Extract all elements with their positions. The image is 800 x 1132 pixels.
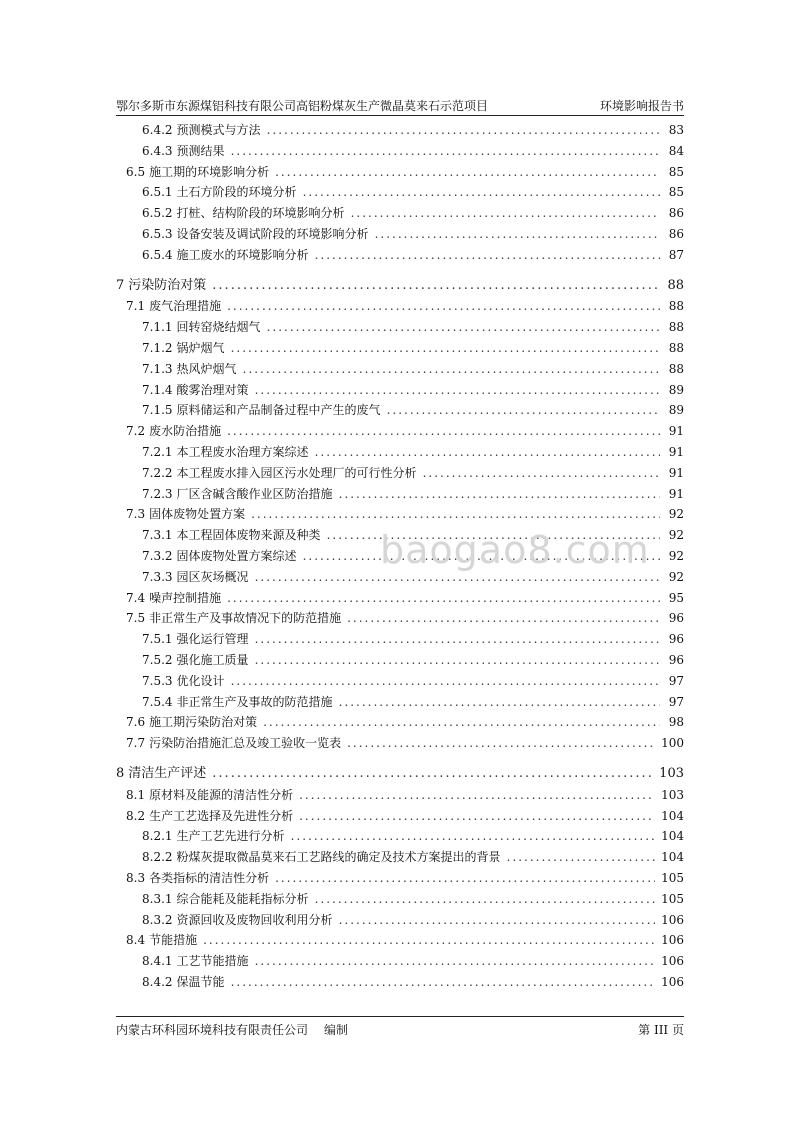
toc-entry-page: 87 xyxy=(668,247,684,262)
toc-entry[interactable] xyxy=(116,629,684,649)
toc-entry-page: 92 xyxy=(668,549,684,563)
toc-entry-number: 7.3.1 xyxy=(142,528,173,543)
toc-entry-page: 100 xyxy=(661,736,684,751)
toc-entry-number: 6.4.3 xyxy=(142,143,173,158)
toc-entry[interactable] xyxy=(116,930,684,950)
toc-dot-leader xyxy=(255,380,660,400)
toc-entry-number: 7.5.4 xyxy=(142,694,173,709)
toc-entry-page: 89 xyxy=(668,382,684,397)
toc-entry-number: 7.6 xyxy=(126,715,146,730)
toc-entry[interactable] xyxy=(116,588,684,608)
toc-entry[interactable] xyxy=(116,245,684,265)
toc-dot-leader xyxy=(347,733,655,753)
toc-entry-number: 8.3.2 xyxy=(142,912,173,927)
toc-entry-page: 88 xyxy=(667,277,684,293)
toc-entry[interactable] xyxy=(116,764,684,784)
toc-entry[interactable] xyxy=(116,650,684,670)
toc-entry-title: 酸雾治理对策 xyxy=(176,382,249,397)
toc-dot-leader xyxy=(203,930,655,950)
toc-entry[interactable] xyxy=(116,338,684,358)
toc-entry-title: 预测模式与方法 xyxy=(176,123,261,137)
toc-entry-title: 本工程废水排入园区污水处理厂的可行性分析 xyxy=(176,465,417,480)
toc-entry[interactable] xyxy=(116,826,684,846)
toc-dot-leader xyxy=(291,826,656,846)
toc-entry-title: 锅炉烟气 xyxy=(176,341,225,355)
toc-entry-title: 园区灰场概况 xyxy=(176,569,249,584)
toc-entry-number: 8.3.1 xyxy=(142,891,173,906)
toc-entry[interactable] xyxy=(116,868,684,888)
toc-entry-number: 7.1 xyxy=(126,299,146,314)
toc-entry-title: 污染防治措施汇总及竣工验收一览表 xyxy=(149,736,342,751)
toc-entry-page: 106 xyxy=(661,912,684,927)
footer-company: 内蒙古环科园环境科技有限责任公司 xyxy=(116,1023,309,1037)
toc-entry-number: 7.3 xyxy=(126,507,146,522)
toc-entry[interactable] xyxy=(116,317,684,337)
toc-entry-title: 打桩、结构阶段的环境影响分析 xyxy=(176,206,345,221)
toc-entry-number: 7.7 xyxy=(126,736,146,751)
toc-entry-number: 8.2.1 xyxy=(142,829,173,844)
toc-entry-title: 土石方阶段的环境分析 xyxy=(176,185,297,200)
toc-entry-number: 8.3 xyxy=(126,871,146,885)
toc-dot-leader xyxy=(299,806,655,826)
toc-entry-page: 97 xyxy=(668,694,684,709)
toc-entry-page: 104 xyxy=(661,829,684,844)
toc-entry[interactable] xyxy=(116,224,684,244)
toc-entry-page: 86 xyxy=(668,227,684,241)
toc-entry-number: 7.2.1 xyxy=(142,445,173,459)
toc-entry-page: 88 xyxy=(668,299,684,314)
toc-dot-leader xyxy=(255,629,660,649)
toc-entry-title: 废气治理措施 xyxy=(149,299,222,314)
toc-entry-page: 103 xyxy=(661,787,684,802)
toc-entry-number: 7.2.2 xyxy=(142,465,173,480)
toc-entry[interactable] xyxy=(116,608,684,628)
toc-entry-page: 96 xyxy=(668,632,684,647)
toc-entry-page: 91 xyxy=(668,486,684,501)
toc-dot-leader xyxy=(339,692,660,712)
toc-entry-page: 96 xyxy=(668,653,684,667)
toc-entry-number: 6.5.4 xyxy=(142,247,173,262)
toc-entry[interactable] xyxy=(116,359,684,379)
toc-entry[interactable] xyxy=(116,889,684,909)
toc-entry-title: 噪声控制措施 xyxy=(149,590,222,605)
toc-entry-title: 施工废水的环境影响分析 xyxy=(176,247,309,262)
page-footer xyxy=(116,1021,684,1038)
toc-entry-title: 废水防治措施 xyxy=(149,424,222,439)
toc-entry-title: 设备安装及调试阶段的环境影响分析 xyxy=(176,227,369,241)
header-divider xyxy=(116,115,684,116)
toc-entry-title: 强化施工质量 xyxy=(176,653,249,667)
toc-dot-leader xyxy=(351,203,660,223)
toc-entry-number: 8.1 xyxy=(126,787,146,802)
toc-dot-leader xyxy=(255,951,656,971)
toc-entry[interactable] xyxy=(116,276,684,296)
toc-entry-page: 98 xyxy=(668,715,684,730)
toc-entry-page: 106 xyxy=(661,954,684,969)
toc-dot-leader xyxy=(275,868,655,888)
header-project-title: 鄂尔多斯市东源煤铝科技有限公司高铝粉煤灰生产微晶莫来石示范项目 xyxy=(116,99,489,113)
toc-entry-title: 综合能耗及能耗指标分析 xyxy=(176,891,309,906)
toc-entry-title: 原材料及能源的清洁性分析 xyxy=(149,787,294,802)
toc-entry-number: 6.5.2 xyxy=(142,206,173,221)
toc-entry-number: 7.5.3 xyxy=(142,673,173,688)
toc-entry-number: 8 xyxy=(116,766,125,781)
toc-entry-title: 本工程废水治理方案综述 xyxy=(176,445,309,459)
toc-dot-leader xyxy=(231,338,660,358)
toc-dot-leader xyxy=(267,317,660,337)
toc-entry-title: 热风炉烟气 xyxy=(176,361,237,376)
toc-entry-number: 8.4.2 xyxy=(142,975,173,989)
toc-entry-number: 7.1.3 xyxy=(142,361,173,376)
toc-entry-page: 105 xyxy=(661,871,684,885)
toc-entry-title: 强化运行管理 xyxy=(176,632,249,647)
toc-entry-number: 8.4.1 xyxy=(142,954,173,969)
toc-entry-number: 7.1.1 xyxy=(142,320,173,335)
toc-entry-page: 106 xyxy=(661,933,684,948)
toc-entry[interactable] xyxy=(116,141,684,161)
toc-dot-leader xyxy=(263,712,660,732)
toc-dot-leader xyxy=(212,764,653,784)
toc-entry-page: 85 xyxy=(668,185,684,200)
toc-entry[interactable] xyxy=(116,162,684,182)
toc-entry-page: 91 xyxy=(668,465,684,480)
toc-entry-title: 优化设计 xyxy=(176,673,225,688)
toc-entry-page: 103 xyxy=(659,766,684,781)
toc-entry-title: 污染防治对策 xyxy=(128,277,207,293)
toc-entry-number: 6.5 xyxy=(126,164,146,179)
toc-entry-number: 7.3.3 xyxy=(142,569,173,584)
toc-entry[interactable] xyxy=(116,712,684,732)
toc-entry-title: 生产工艺选择及先进性分析 xyxy=(149,808,294,823)
toc-dot-leader xyxy=(255,650,660,670)
toc-entry[interactable] xyxy=(116,951,684,971)
toc-dot-leader xyxy=(339,484,660,504)
toc-dot-leader xyxy=(347,608,660,628)
toc-entry-page: 88 xyxy=(668,361,684,376)
toc-entry[interactable] xyxy=(116,296,684,316)
toc-entry-number: 7.5 xyxy=(126,611,146,626)
header-document-type: 环境影响报告书 xyxy=(599,99,684,113)
toc-entry-title: 回转窑烧结烟气 xyxy=(176,320,261,335)
toc-entry[interactable] xyxy=(116,910,684,930)
toc-entry-title: 清洁生产评述 xyxy=(128,766,207,781)
toc-entry-title: 非正常生产及事故情况下的防范措施 xyxy=(149,611,342,626)
toc-entry[interactable] xyxy=(116,120,684,140)
toc-entry-page: 83 xyxy=(668,123,684,137)
toc-entry[interactable] xyxy=(116,972,684,992)
toc-dot-leader xyxy=(227,421,660,441)
toc-entry-title: 施工期污染防治对策 xyxy=(149,715,258,730)
toc-entry-page: 89 xyxy=(668,403,684,418)
toc-entry-title: 固体废物处置方案 xyxy=(149,507,246,522)
toc-entry[interactable] xyxy=(116,421,684,441)
toc-entry-page: 91 xyxy=(668,424,684,439)
toc-entry[interactable] xyxy=(116,400,684,420)
toc-entry-number: 7.1.2 xyxy=(142,341,173,355)
toc-entry[interactable] xyxy=(116,504,684,524)
toc-entry-page: 88 xyxy=(668,320,684,335)
toc-dot-leader xyxy=(303,182,660,202)
toc-entry[interactable] xyxy=(116,203,684,223)
toc-dot-leader xyxy=(231,141,660,161)
toc-entry[interactable] xyxy=(116,733,684,753)
toc-entry-number: 7.2.3 xyxy=(142,486,173,501)
toc-entry-number: 8.4 xyxy=(126,933,146,948)
toc-entry-page: 86 xyxy=(668,206,684,221)
toc-entry-number: 8.2.2 xyxy=(142,850,173,865)
toc-entry-number: 7.3.2 xyxy=(142,549,173,563)
toc-entry-title: 施工期的环境影响分析 xyxy=(149,164,270,179)
toc-entry-page: 104 xyxy=(661,850,684,865)
toc-entry[interactable] xyxy=(116,182,684,202)
toc-dot-leader xyxy=(423,463,660,483)
toc-dot-leader xyxy=(339,910,656,930)
toc-entry-page: 92 xyxy=(668,507,684,522)
toc-entry-number: 7.5.1 xyxy=(142,632,173,647)
toc-entry-title: 保温节能 xyxy=(176,975,225,989)
toc-entry[interactable] xyxy=(116,380,684,400)
toc-entry-page: 96 xyxy=(668,611,684,626)
toc-entry-page: 92 xyxy=(668,528,684,543)
toc-entry-title: 本工程固体废物来源及种类 xyxy=(176,528,321,543)
toc-entry-page: 106 xyxy=(661,975,684,989)
watermark: baogao8.com xyxy=(380,528,650,572)
toc-dot-leader xyxy=(387,400,660,420)
toc-dot-leader xyxy=(227,588,660,608)
toc-dot-leader xyxy=(231,671,660,691)
toc-entry-number: 8.2 xyxy=(126,808,146,823)
toc-entry[interactable] xyxy=(116,847,684,867)
footer-divider xyxy=(116,1016,684,1017)
toc-entry-title: 节能措施 xyxy=(149,933,198,948)
toc-entry-number: 7 xyxy=(116,277,125,293)
toc-entry[interactable] xyxy=(116,785,684,805)
toc-entry-page: 88 xyxy=(668,341,684,355)
toc-dot-leader xyxy=(375,224,660,244)
toc-entry-number: 7.4 xyxy=(126,590,146,605)
toc-dot-leader xyxy=(275,162,660,182)
toc-entry-page: 104 xyxy=(661,808,684,823)
toc-entry-page: 95 xyxy=(668,590,684,605)
toc-entry-number: 7.2 xyxy=(126,424,146,439)
footer-left xyxy=(116,1021,348,1038)
toc-entry-title: 非正常生产及事故的防范措施 xyxy=(176,694,333,709)
toc-entry-page: 105 xyxy=(661,891,684,906)
toc-entry-title: 资源回收及废物回收利用分析 xyxy=(176,912,333,927)
toc-entry-title: 生产工艺先进行分析 xyxy=(176,829,285,844)
toc-dot-leader xyxy=(315,442,660,462)
page-header xyxy=(116,92,684,114)
toc-entry-number: 6.5.1 xyxy=(142,185,173,200)
toc-dot-leader xyxy=(231,972,656,992)
toc-entry[interactable] xyxy=(116,442,684,462)
toc-entry-title: 工艺节能措施 xyxy=(176,954,249,969)
toc-dot-leader xyxy=(299,785,655,805)
toc-entry-number: 7.1.4 xyxy=(142,382,173,397)
toc-entry[interactable] xyxy=(116,806,684,826)
toc-entry-title: 原料储运和产品制备过程中产生的废气 xyxy=(176,403,381,418)
toc-entry[interactable] xyxy=(116,484,684,504)
footer-page-number: 第 III 页 xyxy=(638,1023,684,1037)
toc-dot-leader xyxy=(227,296,660,316)
toc-dot-leader xyxy=(507,847,656,867)
toc-entry[interactable] xyxy=(116,692,684,712)
toc-entry-number: 6.5.3 xyxy=(142,227,173,241)
toc-entry-title: 粉煤灰提取微晶莫来石工艺路线的确定及技术方案提出的背景 xyxy=(176,850,501,865)
toc-dot-leader xyxy=(315,889,656,909)
toc-entry[interactable] xyxy=(116,463,684,483)
toc-dot-leader xyxy=(315,245,660,265)
footer-action: 编制 xyxy=(324,1023,349,1037)
toc-entry-page: 84 xyxy=(668,143,684,158)
toc-entry-page: 91 xyxy=(668,445,684,459)
toc-entry-page: 85 xyxy=(668,164,684,179)
toc-entry-number: 6.4.2 xyxy=(142,123,173,137)
toc-entry-number: 7.5.2 xyxy=(142,653,173,667)
toc-dot-leader xyxy=(267,120,660,140)
toc-dot-leader xyxy=(251,504,660,524)
toc-entry-title: 厂区含碱含酸作业区防治措施 xyxy=(176,486,333,501)
toc-entry[interactable] xyxy=(116,671,684,691)
toc-entry-page: 97 xyxy=(668,673,684,688)
toc-entry-number: 7.1.5 xyxy=(142,403,173,418)
toc-entry-title: 预测结果 xyxy=(176,143,225,158)
toc-entry-title: 固体废物处置方案综述 xyxy=(176,549,297,563)
toc-dot-leader xyxy=(212,276,660,296)
toc-entry-title: 各类指标的清洁性分析 xyxy=(149,871,270,885)
toc-entry-page: 92 xyxy=(668,569,684,584)
toc-dot-leader xyxy=(243,359,660,379)
